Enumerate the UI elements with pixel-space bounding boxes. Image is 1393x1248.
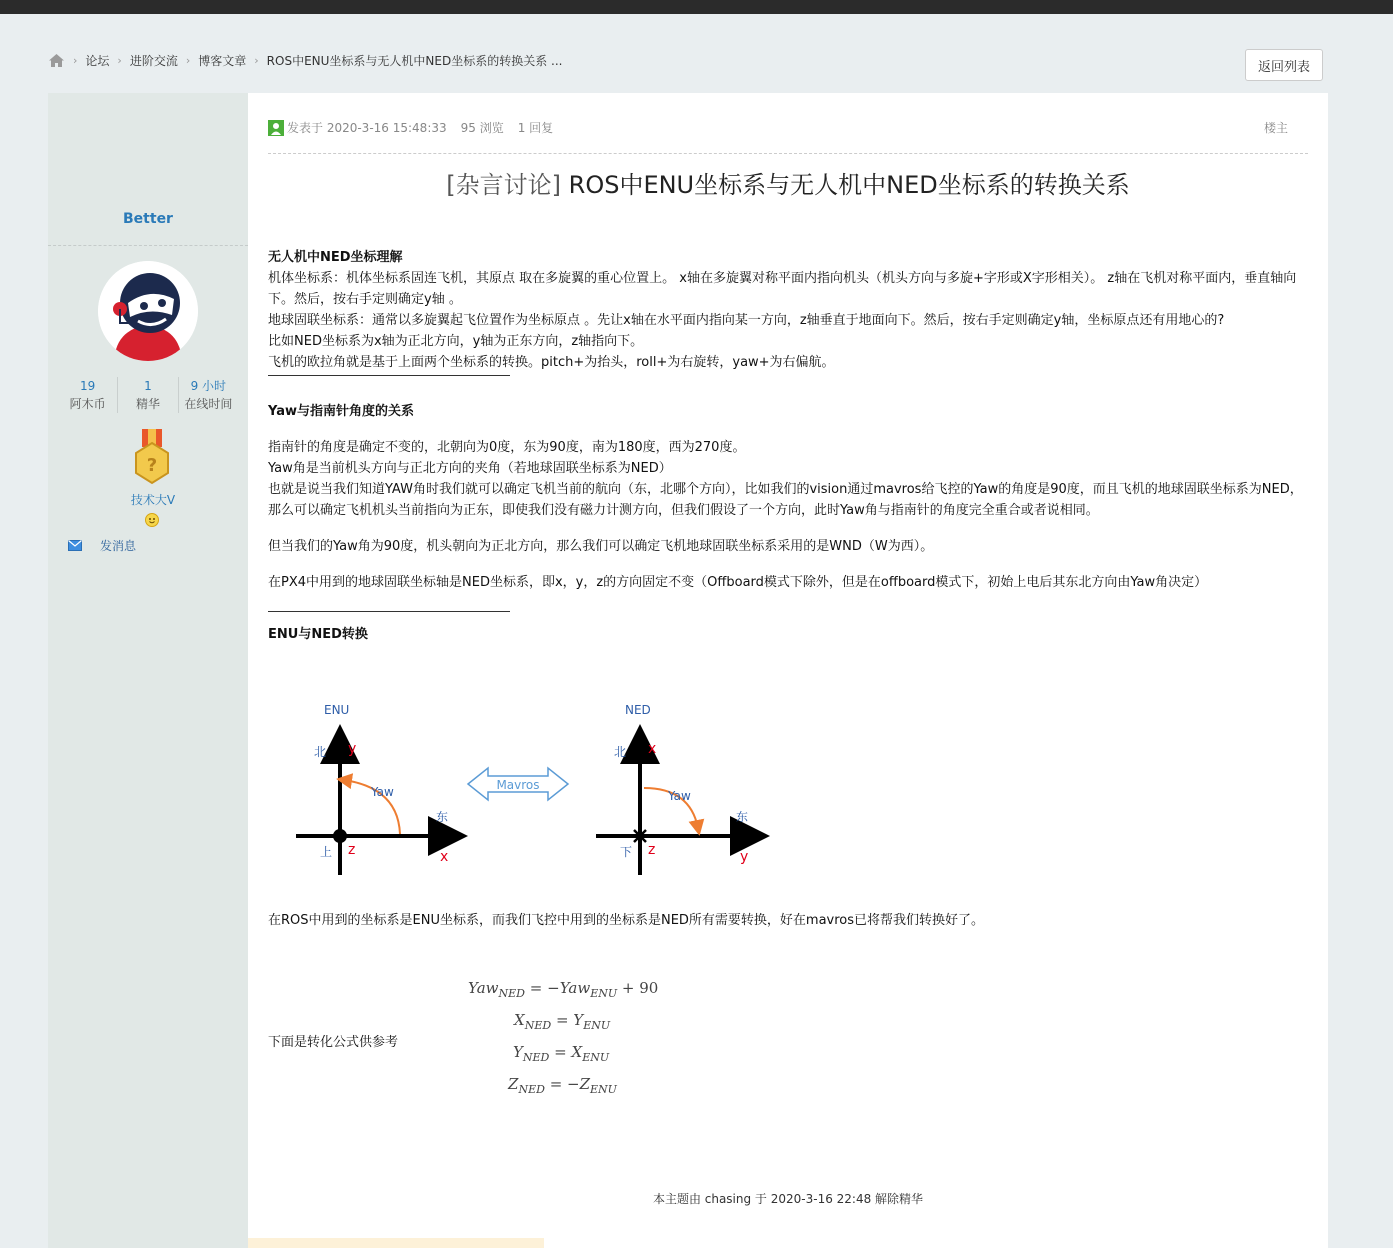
post-meta [268,119,553,136]
online-user-icon [268,120,284,136]
stat-digest[interactable] [118,377,178,413]
paragraph: 地球固联坐标系：通常以多旋翼起飞位置作为坐标原点 。先让x轴在水平面内指向某一方向，z轴垂直于地面向下。然后，按右手定则确定y轴，坐标原点还有用地心的? [268,313,1225,328]
send-message-button[interactable] [68,537,136,554]
ned-east-label: 东 [736,810,749,824]
formula-subscript: ENU [590,1083,617,1096]
smiley-icon [145,513,159,527]
formula-text: X [514,1011,525,1029]
post-content [248,93,1328,1248]
post-date: 发表于 2020-3-16 15:48:33 [287,121,447,135]
home-icon[interactable] [48,53,65,68]
formula-text: = X [549,1043,583,1061]
enu-z-label: z [348,842,356,858]
formula-text: Z [508,1075,519,1093]
medal-icon[interactable] [132,429,172,485]
divider [48,245,248,246]
formula-subscript: ENU [582,1051,610,1064]
formula-text: = −Yaw [525,979,591,997]
enu-title: ENU [324,703,350,717]
formula-text: Y [513,1043,523,1061]
enu-yaw-label: Yaw [371,785,394,799]
enu-north-label: 北 [314,745,327,759]
breadcrumb-separator: › [254,53,259,67]
stat-coins-value: 19 [80,379,96,393]
formula-subscript: ENU [590,987,618,1000]
ned-down-label: 下 [620,845,633,859]
formula-z [508,1075,617,1096]
floor-label: 楼主 [1263,121,1288,135]
stat-digest-value: 1 [144,379,152,393]
author-stats [58,377,238,413]
paragraph: Yaw角是当前机头方向与正北方向的夹角（若地球固联坐标系为NED） [268,461,672,476]
enu-x-label: x [440,849,449,865]
enu-y-label: y [348,741,357,757]
paragraph: 在ROS中用到的坐标系是ENU坐标系，而我们飞控中用到的坐标系是NED所有需要转换，好在mavros已将帮我们转换好了。 [268,913,985,928]
section-heading: Yaw与指南针角度的关系 [268,404,415,419]
breadcrumb-separator: › [185,53,191,67]
breadcrumb-advanced[interactable]: 进阶交流 [129,53,178,68]
post-views: 95 浏览 [460,121,504,135]
paragraph: 机体坐标系：机体坐标系固连飞机，其原点 取在多旋翼的重心位置上。 x轴在多旋翼对称平面内指向机头（机头方向与多旋+字形或X字形相关）。 z轴在飞机对称平面内，垂直轴向下。然后，按右手定则确定y轴 。 [268,271,1297,307]
breadcrumb [48,50,562,70]
formula-yaw [468,979,658,1000]
author-name[interactable]: Better [123,211,173,227]
divider [268,153,1308,154]
enu-up-label: 上 [320,845,333,859]
formula-area [268,973,868,1113]
formula-label: 下面是转化公式供参考 [268,1035,399,1050]
ned-y-label: y [740,849,749,865]
breadcrumb-separator: › [73,53,78,67]
breadcrumb-current[interactable]: ROS中ENU坐标系与无人机中NED坐标系的转换关系 ... [266,53,563,68]
title-category[interactable]: [杂言讨论] [446,171,561,199]
stat-coins[interactable] [58,377,118,413]
send-message-label: 发消息 [100,539,137,553]
mail-icon [68,540,82,551]
stat-online-label: 在线时间 [184,397,233,411]
top-bar [0,0,1393,14]
section-heading: 无人机中NED坐标理解 [268,250,403,265]
ned-title: NED [625,703,651,717]
formula-y [513,1043,609,1064]
formula-subscript: NED [518,1083,545,1096]
formula-subscript: NED [498,987,526,1000]
paragraph: 飞机的欧拉角就是基于上面两个坐标系的转换。pitch+为抬头，roll+为右旋转，yaw+为右偏航。 [268,355,835,370]
ned-x-label: x [648,741,657,757]
stat-online-time[interactable] [179,377,238,413]
post-body [268,247,1308,645]
medal-label: 技术大V [130,493,176,507]
breadcrumb-separator: › [117,53,122,67]
formula-subscript: ENU [583,1019,611,1032]
enu-ned-diagram [268,688,788,888]
paragraph: 比如NED坐标系为x轴为正北方向，y轴为正东方向，z轴指向下。 [268,334,644,349]
formula-text: = −Z [544,1075,591,1093]
formula-subscript: NED [524,1019,552,1032]
stat-online-value: 9 小时 [190,379,227,393]
mavros-label: Mavros [496,778,540,792]
ned-z-label: z [648,842,656,858]
enu-origin [333,829,347,843]
reply-area-edge [248,1238,544,1248]
back-to-list-button[interactable]: 返回列表 [1245,49,1323,81]
stat-coins-label: 阿木币 [69,397,106,411]
paragraph: 也就是说当我们知道YAW角时我们就可以确定飞机当前的航向（东，北哪个方向），比如我们的vision通过mavros给飞控的Yaw的角度是90度，而且飞机的地球固联坐标系为NED，那么可以确定飞机机头当前指向为正东，即使我们没有磁力计测方向，但我们假设了一个方向，此时Yaw角与指南针的角度完全重合或者说相同。 [268,482,1303,518]
avatar[interactable] [98,261,198,361]
formula-subscript: NED [522,1051,550,1064]
breadcrumb-forum[interactable]: 论坛 [85,53,110,68]
svg-text:?: ? [146,455,158,476]
post-replies: 1 回复 [517,121,554,135]
horizontal-rule [268,375,510,376]
formula-text: = Y [551,1011,584,1029]
title-text: ROS中ENU坐标系与无人机中NED坐标系的转换关系 [568,171,1130,199]
horizontal-rule [268,611,510,612]
enu-east-label: 东 [436,810,449,824]
ned-yaw-label: Yaw [668,789,691,803]
stat-digest-label: 精华 [135,397,160,411]
moderation-note: 本主题由 chasing 于 2020-3-16 22:48 解除精华 [652,1192,924,1206]
breadcrumb-blog[interactable]: 博客文章 [198,53,247,68]
page-title [268,165,1308,200]
paragraph: 在PX4中用到的地球固联坐标轴是NED坐标系，即x，y，z的方向固定不变（Offboard模式下除外，但是在offboard模式下，初始上电后其东北方向由Yaw角决定） [268,575,1208,590]
ned-north-label: 北 [614,745,627,759]
author-sidebar [48,93,248,1248]
paragraph: 但当我们的Yaw角为90度，机头朝向为正北方向，那么我们可以确定飞机地球固联坐标系采用的是WND（W为西）。 [268,539,934,554]
paragraph: 指南针的角度是确定不变的，北朝向为0度，东为90度，南为180度，西为270度。 [268,440,746,455]
formula-x [514,1011,610,1032]
formula-text: Yaw [468,979,499,997]
section-heading: ENU与NED转换 [268,627,368,642]
formula-text: + 90 [617,979,659,997]
